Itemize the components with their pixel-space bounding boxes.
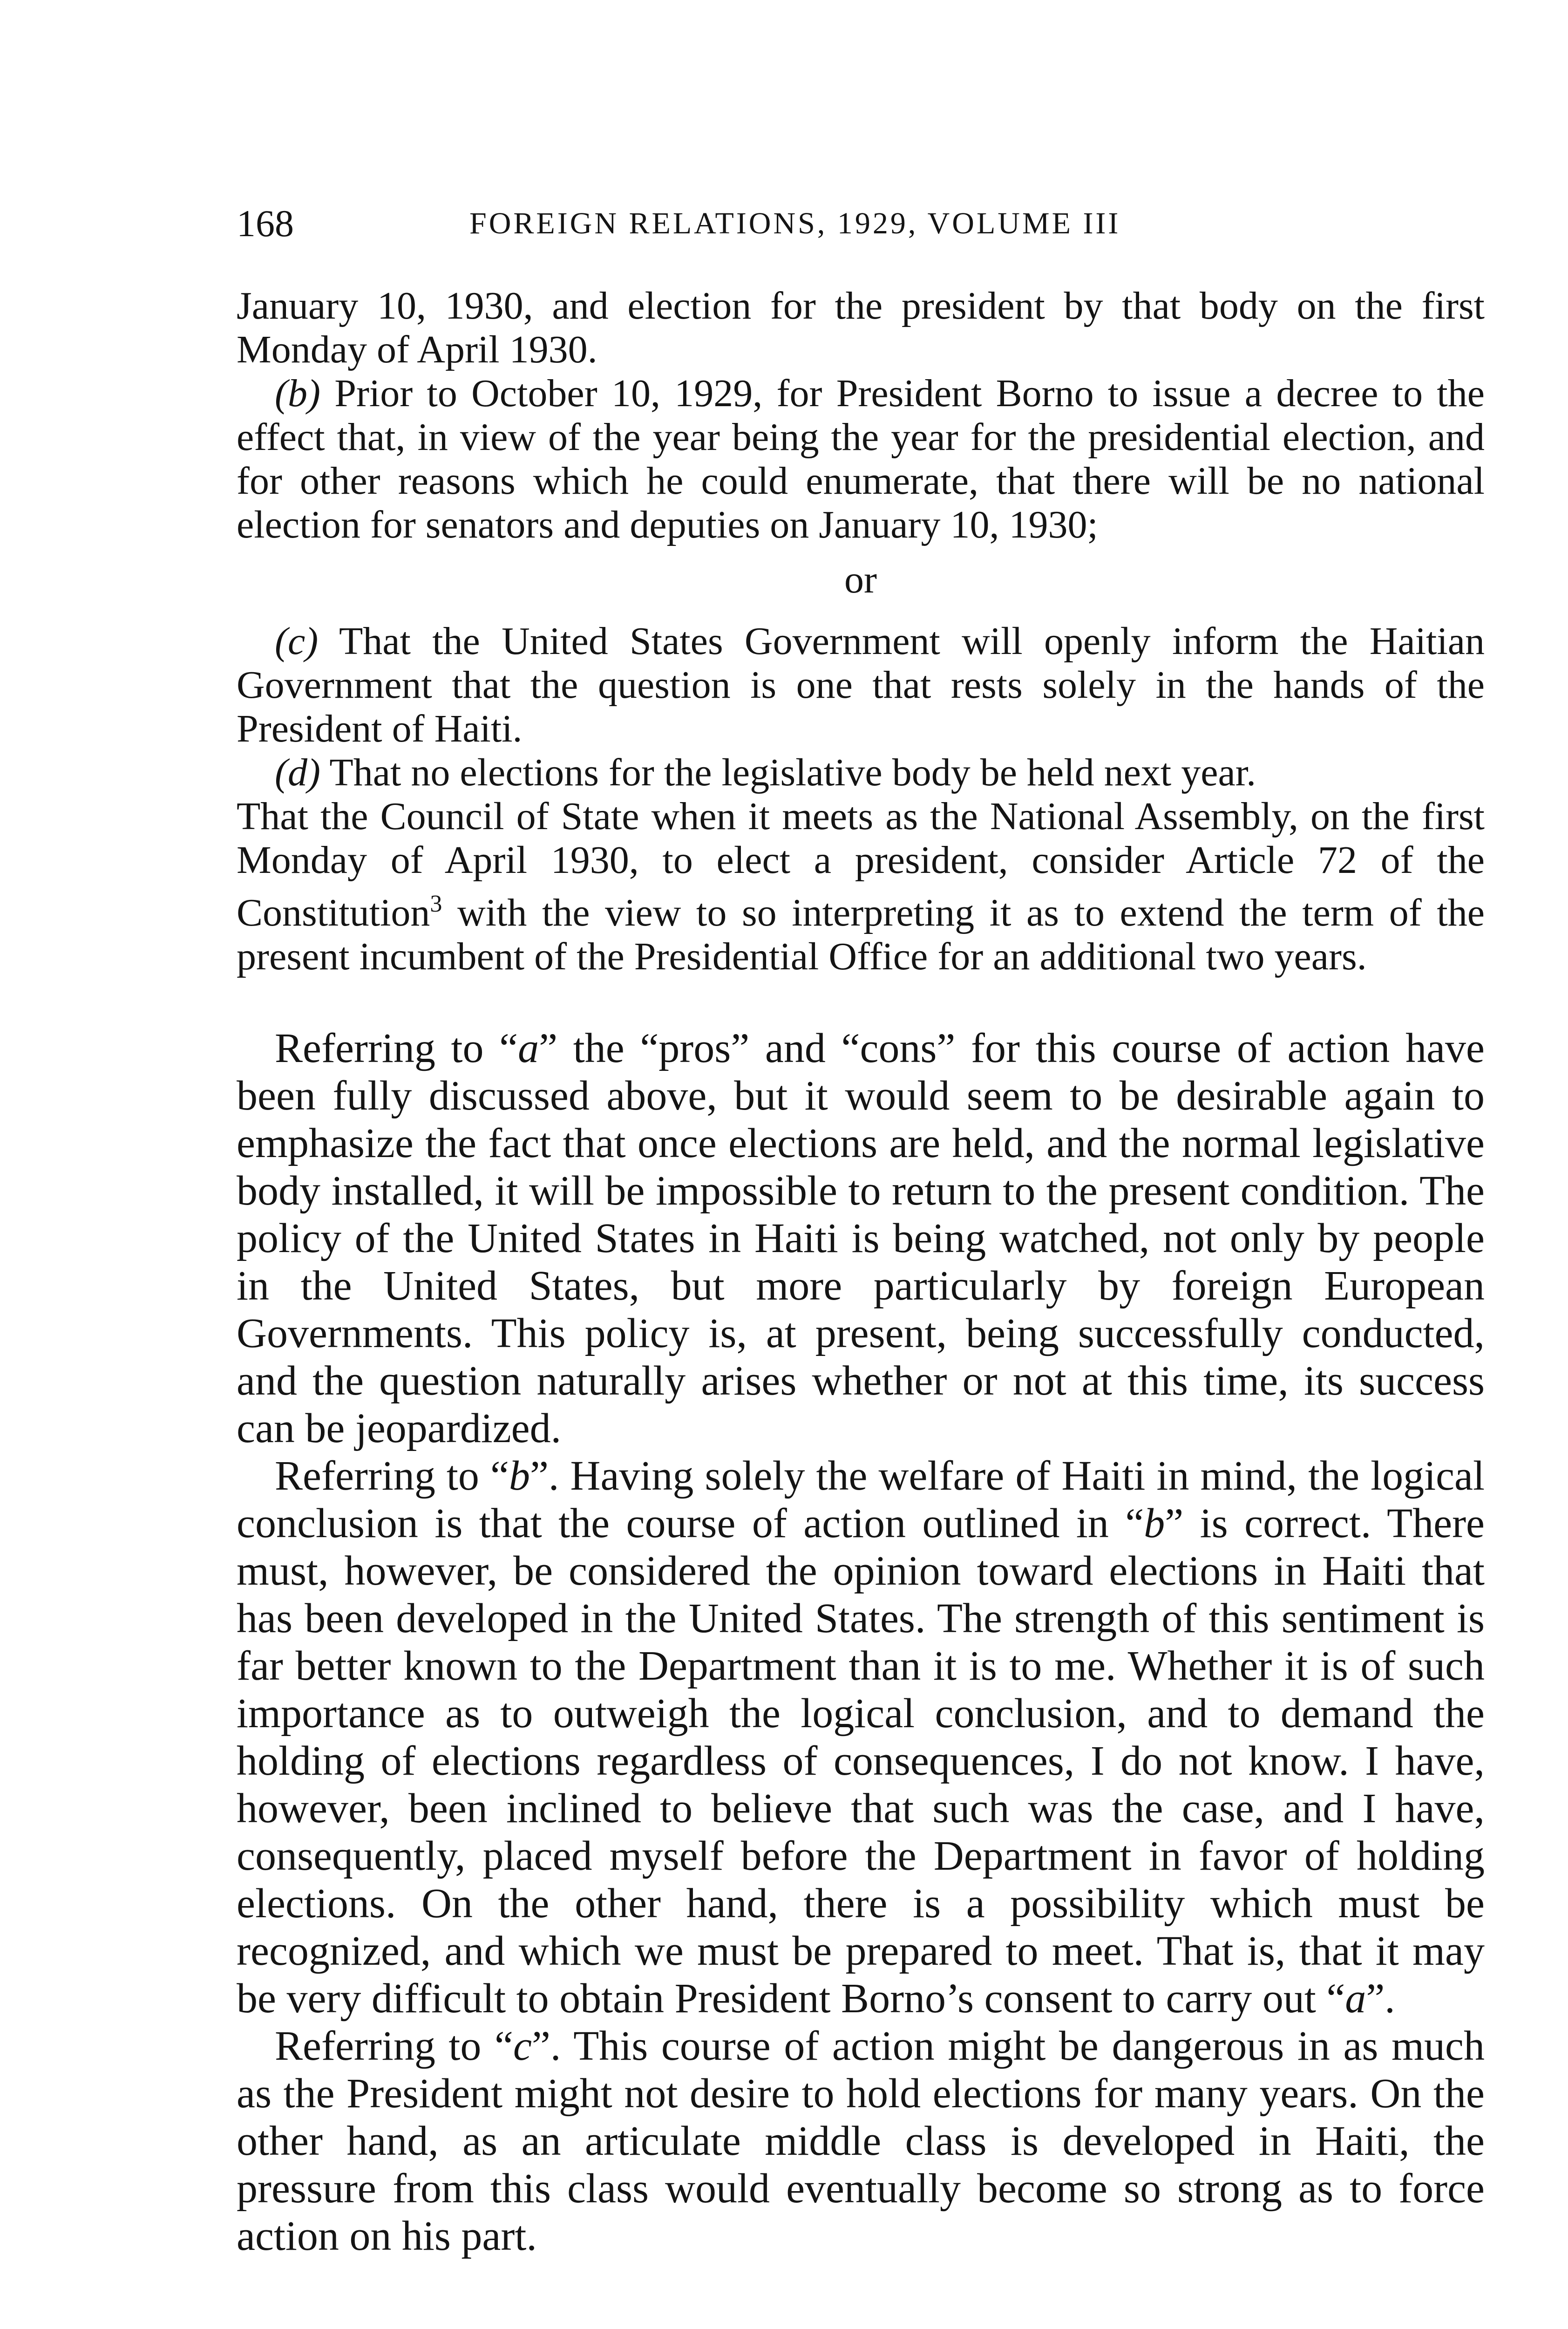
- paragraph-referring-a: Referring to “a” the “pros” and “cons” for this course of action have been fully discussed above, but it would seem to be desirable again to emphasize the fact that once elections are held, and the normal legislative body installed, it will be impossible to return to the present condition. The policy of the United States in Haiti is being watched, not only by people in the United States, but more particularly by foreign European Governments. This policy is, at present, being successfully conducted, and the question naturally arises whether or not at this time, its success can be jeopardized.: [237, 1025, 1485, 1451]
- quoted-paragraph-a-end: January 10, 1930, and election for the president by that body on the first Monday of April 1930.: [237, 284, 1485, 371]
- footnote-reference: 3: [430, 891, 442, 917]
- quoted-paragraph-b: (b) Prior to October 10, 1929, for President Borno to issue a decree to the effect that, in view of the year being the year for the presidential election, and for other reasons which he could enumerate, that there will be no national election for senators and deputies on January 10, 1930;: [237, 372, 1485, 546]
- page-number: 168: [237, 202, 294, 245]
- commentary: [237, 1025, 1485, 2260]
- paragraph-referring-c: Referring to “c”. This course of action might be dangerous in as much as the President might not desire to hold elections for many years. On the other hand, as an articulate middle class is developed in Haiti, the pressure from this class would eventually become so strong as to force action on his part.: [237, 2023, 1485, 2259]
- quoted-paragraph-d: (d) That no elections for the legislative body be held next year.: [275, 751, 1256, 794]
- running-title: FOREIGN RELATIONS, 1929, VOLUME III: [469, 206, 1121, 240]
- or-separator: or: [844, 558, 877, 601]
- quoted-paragraph-council: That the Council of State when it meets as the National Assembly, on the first Monday of April 1930, to elect a president, consider Article 72 of the Constitution$^3$ with the view to so interpreting it as to extend the term of the present incumbent of the Presidential Office for an additional two years.: [237, 795, 1485, 978]
- quoted-proposals: [237, 284, 1485, 979]
- quoted-paragraph-c: (c) That the United States Government will openly inform the Haitian Government that the question is one that rests solely in the hands of the President of Haiti.: [237, 620, 1485, 750]
- running-header: [237, 198, 1485, 249]
- paragraph-referring-b: Referring to “b”. Having solely the welfare of Haiti in mind, the logical conclusion is that the course of action outlined in “b” is correct. There must, however, be considered the opinion toward elections in Haiti that has been developed in the United States. The strength of this sentiment is far better known to the Department than it is to me. Whether it is of such importance as to outweigh the logical conclusion, and to demand the holding of elections regardless of consequences, I do not know. I have, however, been inclined to believe that such was the case, and I have, consequently, placed myself before the Department in favor of holding elections. On the other hand, there is a possibility which must be recognized, and which we must be prepared to meet. That is, that it may be very difficult to obtain President Borno’s consent to carry out “a”.: [237, 1453, 1485, 2022]
